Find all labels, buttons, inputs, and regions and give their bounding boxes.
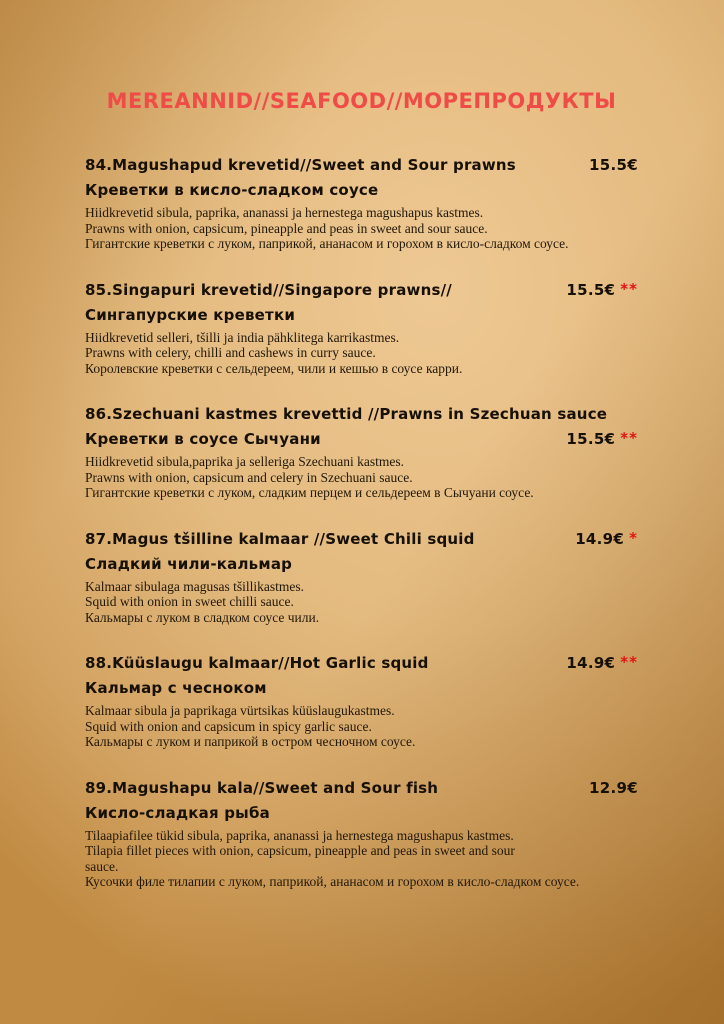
- item-title-row: [85, 281, 638, 300]
- item-title-row: [85, 530, 638, 549]
- price-value: 12.9€: [589, 778, 638, 797]
- item-subtitle-row: [85, 306, 638, 325]
- item-name: 85.Singapuri krevetid//Singapore prawns//: [85, 280, 452, 299]
- description-line: Гигантские креветки с луком, сладким перцем и сельдереем в Сычуани соусе.: [85, 485, 534, 500]
- description-line: Prawns with onion, capsicum, pineapple and peas in sweet and sour sauce.: [85, 220, 488, 236]
- description-line: Prawns with celery, chilli and cashews in curry sauce.: [85, 345, 376, 360]
- item-name: 87.Magus tšilline kalmaar //Sweet Chili squid: [85, 529, 475, 548]
- description-line: Tilapia fillet pieces with onion, capsicum, pineapple and peas in sweet and sour: [85, 843, 515, 858]
- menu-item: [85, 281, 638, 377]
- description-line: Squid with onion in sweet chilli sauce.: [85, 594, 294, 609]
- description-line: Kalmaar sibula ja paprikaga vürtsikas küüslaugukastmes.: [85, 703, 395, 718]
- item-name: 86.Szechuani kastmes krevettid //Prawns in Szechuan sauce: [85, 405, 608, 423]
- item-name-russian: Креветки в соусе Сычуани: [85, 430, 321, 448]
- item-price: [566, 281, 638, 299]
- item-price: [575, 530, 638, 548]
- description-line: sauce.: [85, 858, 119, 874]
- item-name: 88.Küüslaugu kalmaar//Hot Garlic squid: [85, 654, 429, 672]
- item-name: 84.Magushapud krevetid//Sweet and Sour prawns: [85, 156, 516, 174]
- spice-stars: **: [620, 653, 638, 671]
- item-title-row: [85, 654, 638, 673]
- menu-item: [85, 654, 638, 750]
- item-name-russian: Креветки в кисло-сладком соусе: [85, 181, 379, 199]
- item-description: [85, 205, 638, 252]
- item-price: [589, 779, 638, 797]
- item-subtitle-row: [85, 555, 638, 574]
- description-line: Squid with onion and capsicum in spicy garlic sauce.: [85, 718, 372, 734]
- description-line: Кальмары с луком и паприкой в остром чесночном соусе.: [85, 734, 416, 749]
- description-line: Kalmaar sibulaga magusas tšillikastmes.: [85, 578, 304, 594]
- item-name-russian: Кисло-сладкая рыба: [85, 803, 270, 822]
- description-line: Гигантские креветки с луком, паприкой, ананасом и горохом в кисло-сладком соусе.: [85, 236, 569, 251]
- item-description: [85, 828, 638, 890]
- description-line: Королевские креветки с сельдереем, чили и кешью в соусе карри.: [85, 360, 463, 376]
- description-line: Кусочки филе тилапии с луком, паприкой, ананасом и горохом в кисло-сладком соусе.: [85, 874, 580, 889]
- item-subtitle-row: [85, 181, 638, 200]
- menu-item: [85, 530, 638, 626]
- description-line: Prawns with onion, capsicum and celery in Szechuani sauce.: [85, 469, 413, 485]
- price-value: 15.5€: [566, 430, 616, 448]
- item-title-row: [85, 779, 638, 798]
- item-title-row: [85, 405, 638, 424]
- spice-stars: *: [629, 528, 638, 547]
- item-name-russian: Сладкий чили-кальмар: [85, 554, 293, 573]
- item-description: [85, 330, 638, 377]
- spice-stars: **: [620, 279, 638, 298]
- item-price: [566, 430, 638, 448]
- description-line: Tilaapiafilee tükid sibula, paprika, ananassi ja hernestega magushapus kastmes.: [85, 827, 514, 843]
- menu-item: [85, 779, 638, 890]
- item-name-russian: Сингапурские креветки: [85, 305, 296, 324]
- item-subtitle-row: [85, 804, 638, 823]
- spice-stars: **: [620, 429, 638, 447]
- item-name: 89.Magushapu kala//Sweet and Sour fish: [85, 778, 439, 797]
- price-value: 15.5€: [589, 156, 638, 174]
- item-price: [566, 654, 638, 672]
- section-title: MEREANNID//SEAFOOD//МОРЕПРОДУКТЫ: [106, 89, 617, 113]
- item-description: [85, 579, 638, 626]
- item-description: [85, 703, 638, 750]
- item-subtitle-row: [85, 679, 638, 698]
- item-subtitle-row: [85, 430, 638, 449]
- menu-item: [85, 405, 638, 501]
- price-value: 14.9€: [575, 529, 625, 548]
- item-name-russian: Кальмар с чесноком: [85, 679, 267, 697]
- description-line: Hiidkrevetid selleri, tšilli ja india pähklitega karrikastmes.: [85, 329, 400, 345]
- menu-items: [85, 156, 638, 890]
- menu-content: [85, 88, 638, 919]
- price-value: 14.9€: [566, 654, 616, 672]
- item-title-row: [85, 156, 638, 175]
- price-value: 15.5€: [566, 280, 616, 299]
- item-price: [589, 156, 638, 174]
- item-description: [85, 454, 638, 501]
- description-line: Hiidkrevetid sibula,paprika ja selleriga Szechuani kastmes.: [85, 454, 405, 469]
- menu-item: [85, 156, 638, 252]
- description-line: Hiidkrevetid sibula, paprika, ananassi ja hernestega magushapus kastmes.: [85, 205, 484, 220]
- description-line: Кальмары с луком в сладком соусе чили.: [85, 609, 320, 625]
